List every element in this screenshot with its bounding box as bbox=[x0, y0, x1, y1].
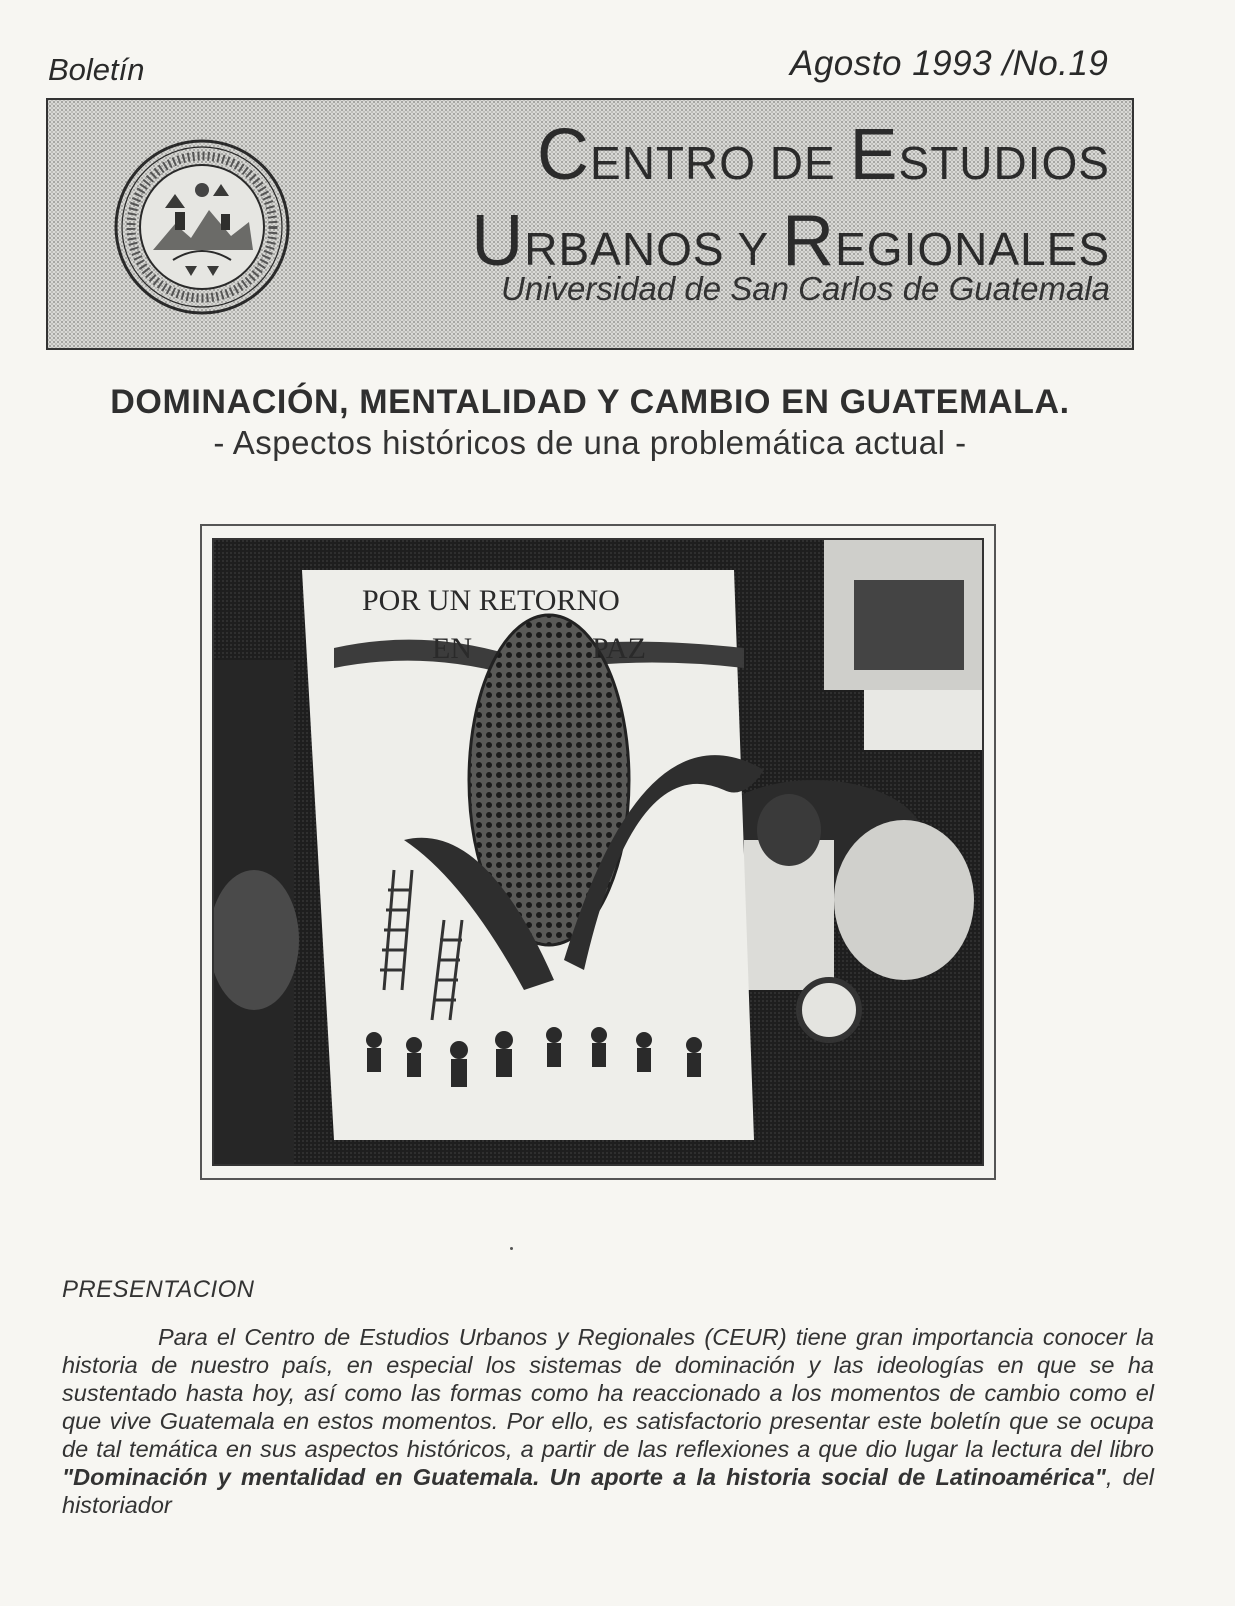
bulletin-label: Boletín bbox=[48, 52, 145, 87]
article-subtitle: - Aspectos históricos de una problemática actual - bbox=[213, 424, 967, 461]
photo-frame bbox=[200, 524, 996, 1180]
photo-banner-text-1: POR UN RETORNO bbox=[362, 584, 620, 617]
masthead-banner bbox=[46, 98, 1134, 350]
book-title: "Dominación y mentalidad en Guatemala. Un aporte a la historia social de Latinoamérica" bbox=[62, 1464, 1106, 1490]
section-heading: PRESENTACION bbox=[62, 1276, 255, 1303]
masthead-line-1: CENTRO DE ESTUDIOS bbox=[537, 115, 1110, 195]
issue-date-number: Agosto 1993 /No.19 bbox=[790, 44, 1109, 83]
university-name: Universidad de San Carlos de Guatemala bbox=[500, 270, 1110, 307]
photo-banner-text-2: EN bbox=[432, 632, 472, 665]
masthead-line-2: URBANOS Y REGIONALES bbox=[471, 201, 1110, 281]
university-seal-icon bbox=[113, 138, 291, 316]
photo-banner-text-3: PAZ bbox=[592, 632, 646, 665]
presentation-paragraph: Para el Centro de Estudios Urbanos y Regionales (CEUR) tiene gran importancia conocer la historia de nuestro país, en especial los sistemas de dominación y las ideologías en que se ha sustentado hasta hoy, así como las formas como ha reaccionado a los momentos de cambio como el que vive Guatemala en estos momentos. Por ello, es satisfactorio presentar este boletín que se ocupa de tal temática en sus aspectos históricos, a partir de las reflexiones a que dio lugar la lectura del libro "Dominación y mentalidad en Guatemala. Un aporte a la historia social de Latinoamérica", del historiador bbox=[62, 1324, 1154, 1518]
article-title: DOMINACIÓN, MENTALIDAD Y CAMBIO EN GUATEMALA. bbox=[110, 383, 1070, 421]
speck bbox=[510, 1247, 513, 1250]
protest-photo bbox=[212, 538, 984, 1166]
